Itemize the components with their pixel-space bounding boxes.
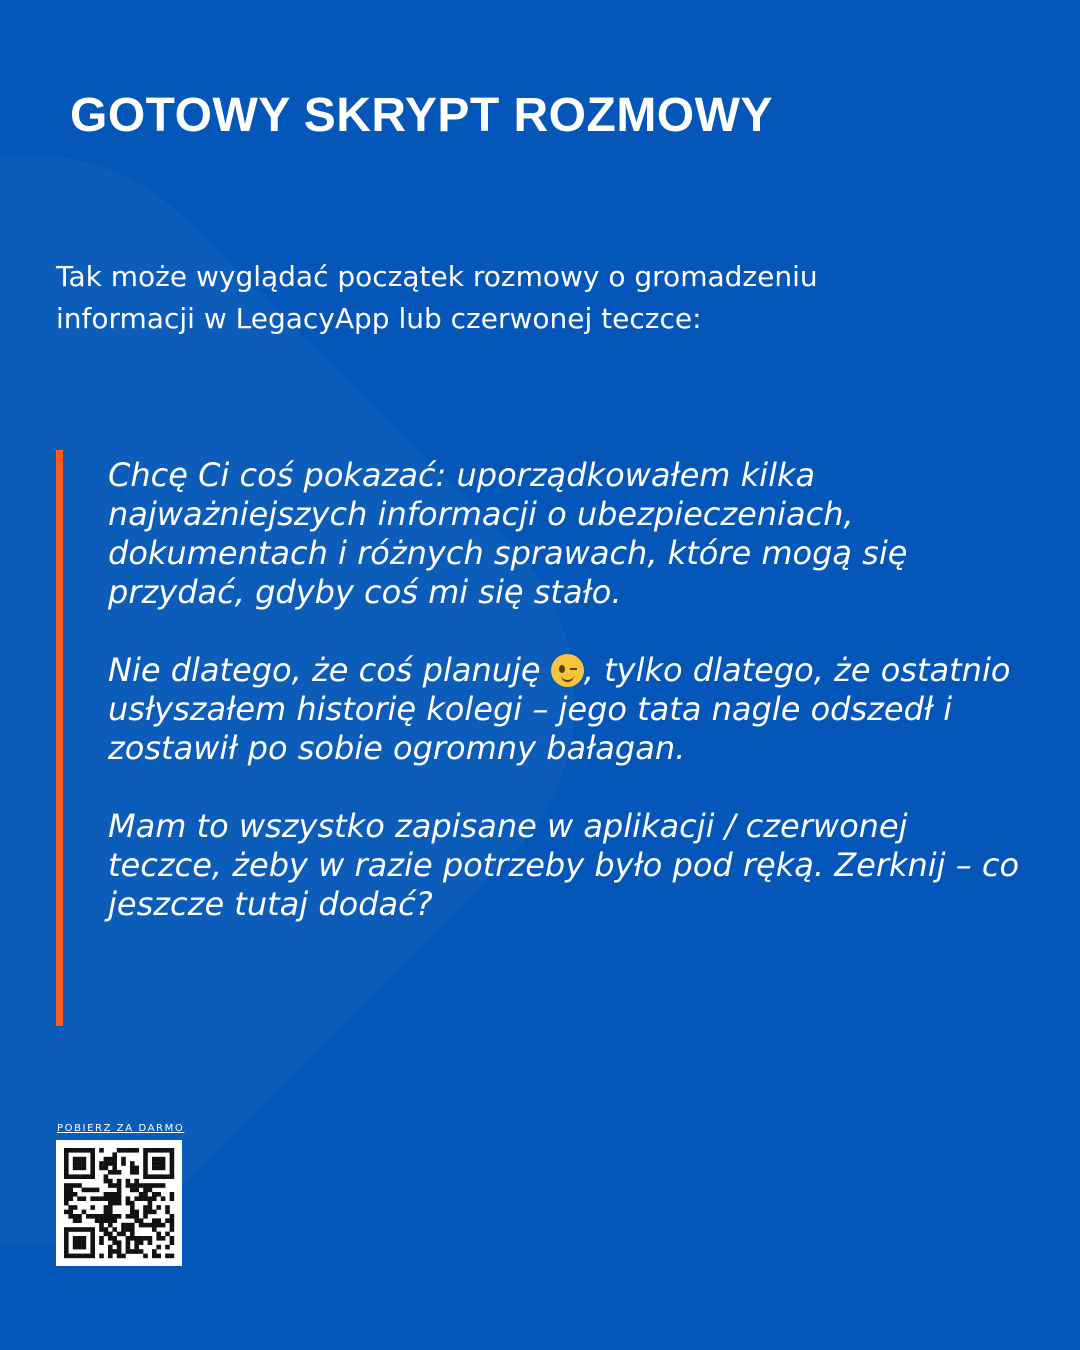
quote-paragraph-1: Chcę Ci coś pokazać: uporządkowałem kilka najważniejszych informacji o ubezpieczeniach, dokumentach i różnych sprawach, które mogą się przydać, gdyby coś mi się stało. [108,456,908,611]
intro-line-2: informacji w LegacyApp lub czerwonej teczce: [56,302,702,335]
qr-code[interactable] [56,1140,182,1266]
winking-face-icon [551,654,584,687]
quote-paragraph-3: Mam to wszystko zapisane w aplikacji / czerwonej teczce, żeby w razie potrzeby było pod ręką. Zerknij – co jeszcze tutaj dodać? [108,807,1020,923]
quote-paragraph-2 [108,651,1028,768]
download-link[interactable]: POBIERZ ZA DARMO [57,1123,185,1134]
quote-paragraph-2-start: Nie dlatego, że coś planuję [108,651,551,689]
page-title: GOTOWY SKRYPT ROZMOWY [70,89,773,142]
conversation-quote [108,456,1028,963]
quote-paragraph-2-end: , tylko dlatego, że ostatnio usłyszałem historię kolegi – jego tata nagle odszedł i zostawił po sobie ogromny bałagan. [108,651,1011,767]
quote-accent-bar [56,450,63,1026]
intro-text [56,256,956,340]
intro-line-1: Tak może wyglądać początek rozmowy o gromadzeniu [56,260,818,293]
qr-code-graphic [56,1140,182,1266]
